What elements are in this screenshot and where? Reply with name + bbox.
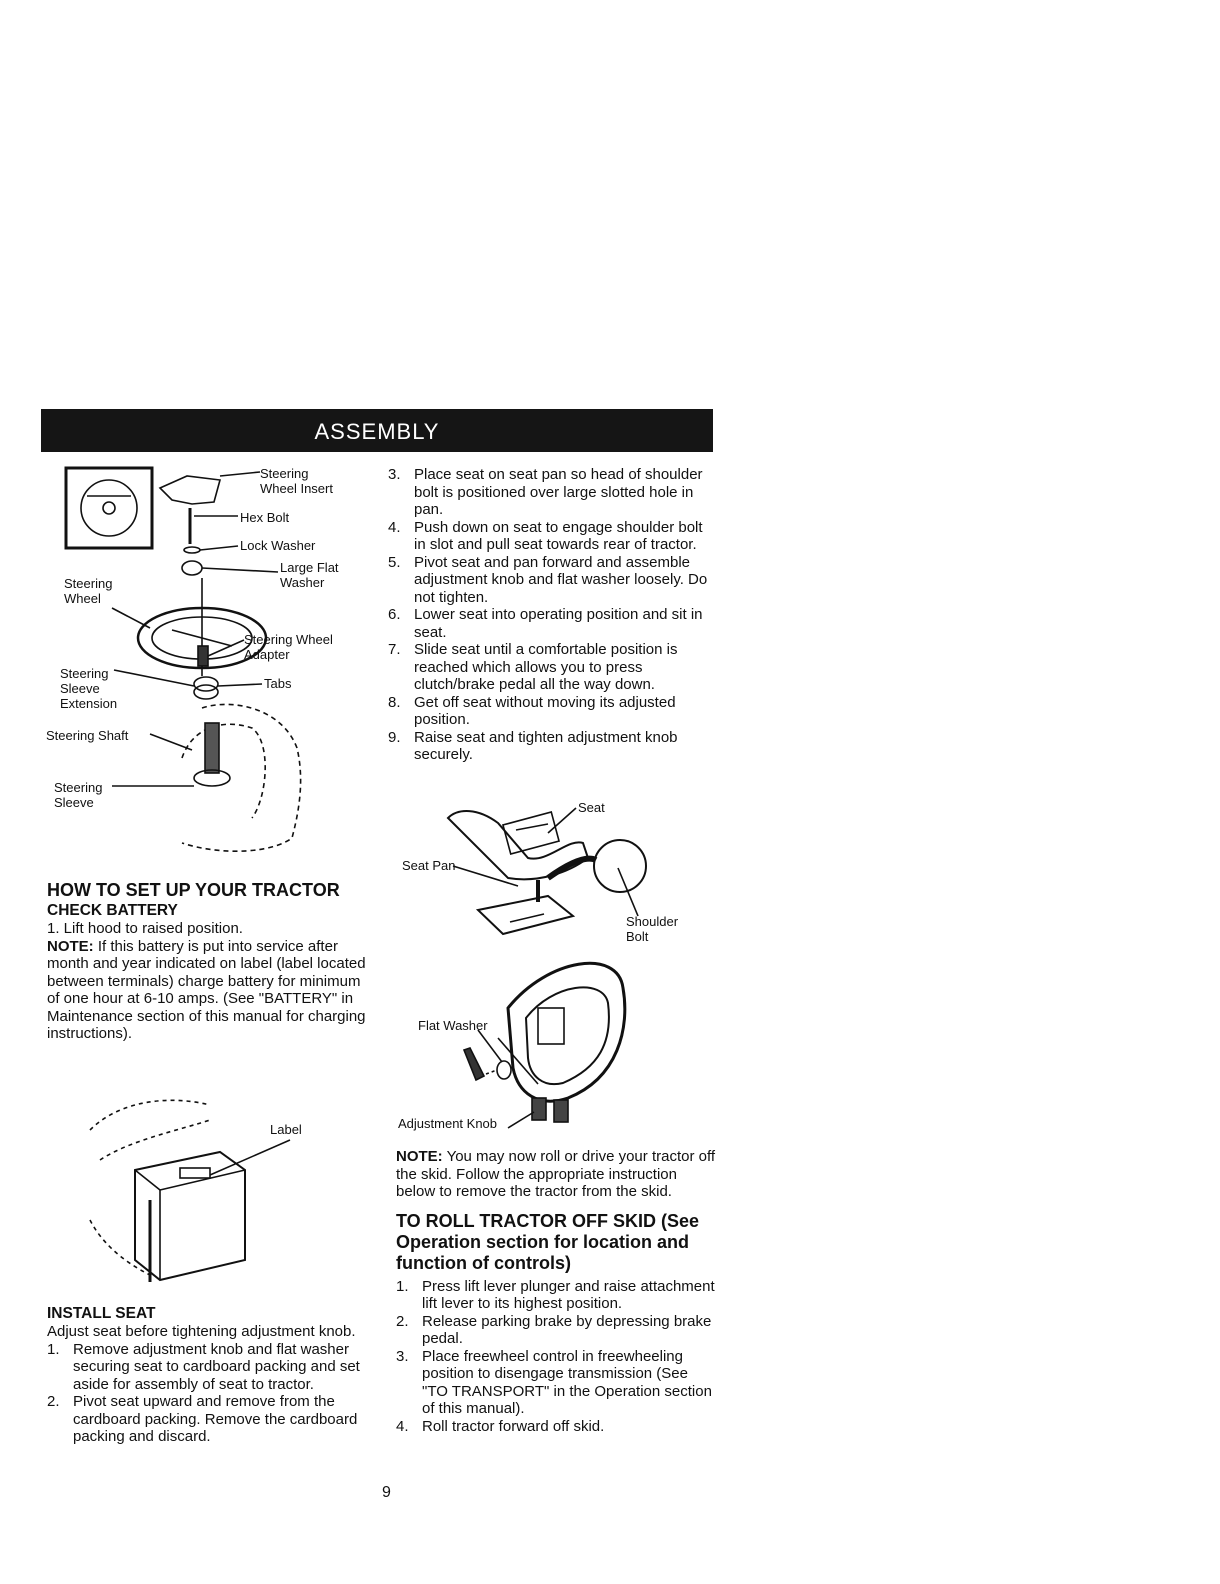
list-item: 6. Lower seat into operating position and sit in seat. (388, 606, 703, 641)
seat-figure (398, 798, 698, 958)
list-item: 3. Place freewheel control in freewheeling position to disengage transmission (See "TO TRANSPORT" in the Operation section of this manual). (396, 1347, 712, 1417)
label-lock-washer: Lock Washer (240, 538, 316, 553)
knob-diagram (398, 958, 698, 1138)
list-item: 1. Remove adjustment knob and flat washer securing seat to cardboard packing and set aside for assembly of seat to tractor. (47, 1340, 360, 1393)
label-hex-bolt: Hex Bolt (240, 510, 290, 525)
skid-note-text: You may now roll or drive your tractor off the skid. Follow the appropriate instruction below to remove the tractor from the skid. (396, 1148, 716, 1200)
right-column-bottom (396, 1148, 718, 1435)
skid-note-label: NOTE: (396, 1148, 443, 1165)
seat-steps (388, 466, 718, 764)
right-column-steps (388, 466, 718, 764)
battery-note-text: If this battery is put into service after month and year indicated on label (label located between terminals) charge battery for minimum of one hour at 6-10 amps. (See "BATTERY" in Maintenance section of this manual for charging instructions). (47, 937, 366, 1042)
label-seat-pan: Seat Pan (402, 858, 456, 873)
label-steering-sleeve-extension: Steering Sleeve Extension (60, 666, 118, 711)
page-number: 9 (382, 1484, 391, 1501)
steering-assembly-figure (42, 458, 372, 868)
list-item: 4. Push down on seat to engage shoulder bolt in slot and pull seat towards rear of tractor. (388, 518, 703, 553)
install-seat-steps (47, 1341, 372, 1446)
label-steering-wheel-adapter: Steering Wheel Adapter (244, 632, 333, 662)
list-item: 8. Get off seat without moving its adjusted position. (388, 693, 676, 728)
label-shoulder-bolt: Shoulder Bolt (626, 914, 679, 944)
list-item: 2. Release parking brake by depressing brake pedal. (396, 1312, 712, 1347)
list-item: 4. Roll tractor forward off skid. (396, 1417, 605, 1435)
list-item: 7. Slide seat until a comfortable position is reached which allows you to press clutch/brake pedal all the way down. (388, 641, 678, 693)
section-banner: ASSEMBLY (41, 409, 713, 452)
check-battery-step1: 1. Lift hood to raised position. (47, 920, 243, 937)
battery-note (47, 938, 372, 1043)
list-item: 2. Pivot seat upward and remove from the cardboard packing. Remove the cardboard packing and discard. (47, 1393, 358, 1445)
label-adjustment-knob: Adjustment Knob (398, 1116, 498, 1131)
install-seat-title: INSTALL SEAT (47, 1305, 156, 1322)
label-tabs: Tabs (264, 676, 292, 691)
left-column-bottom (47, 1304, 372, 1446)
list-item: 1. Press lift lever plunger and raise attachment lift lever to its highest position. (396, 1277, 715, 1312)
list-item: 3. Place seat on seat pan so head of shoulder bolt is positioned over large slotted hole in pan. (388, 466, 703, 518)
battery-note-label: NOTE: (47, 937, 94, 955)
label-seat: Seat (578, 800, 605, 815)
label-steering-shaft: Steering Shaft (46, 728, 129, 743)
label-steering-wheel: Steering Wheel (64, 576, 113, 606)
label-flat-washer: Flat Washer (418, 1018, 488, 1033)
list-item: 5. Pivot seat and pan forward and assemble adjustment knob and flat washer loosely. Do not tighten. (388, 553, 708, 606)
label-battery-label: Label (270, 1122, 302, 1137)
check-battery-title: CHECK BATTERY (47, 902, 178, 919)
battery-diagram (80, 1090, 320, 1290)
roll-heading: TO ROLL TRACTOR OFF SKID (See Operation section for location and function of controls) (396, 1210, 700, 1273)
list-item: 9. Raise seat and tighten adjustment knob securely. (388, 728, 678, 763)
adjustment-knob-figure (398, 958, 698, 1138)
setup-heading: HOW TO SET UP YOUR TRACTOR (47, 880, 340, 900)
roll-steps (396, 1278, 718, 1436)
label-large-flat-washer: Large Flat Washer (280, 560, 339, 590)
install-seat-intro: Adjust seat before tightening adjustment knob. (47, 1323, 356, 1340)
label-steering-sleeve: Steering Sleeve (54, 780, 103, 810)
skid-note (396, 1148, 718, 1201)
battery-figure (80, 1090, 320, 1290)
left-column-top (47, 880, 372, 1043)
label-steering-wheel-insert: Steering Wheel Insert (260, 466, 333, 496)
